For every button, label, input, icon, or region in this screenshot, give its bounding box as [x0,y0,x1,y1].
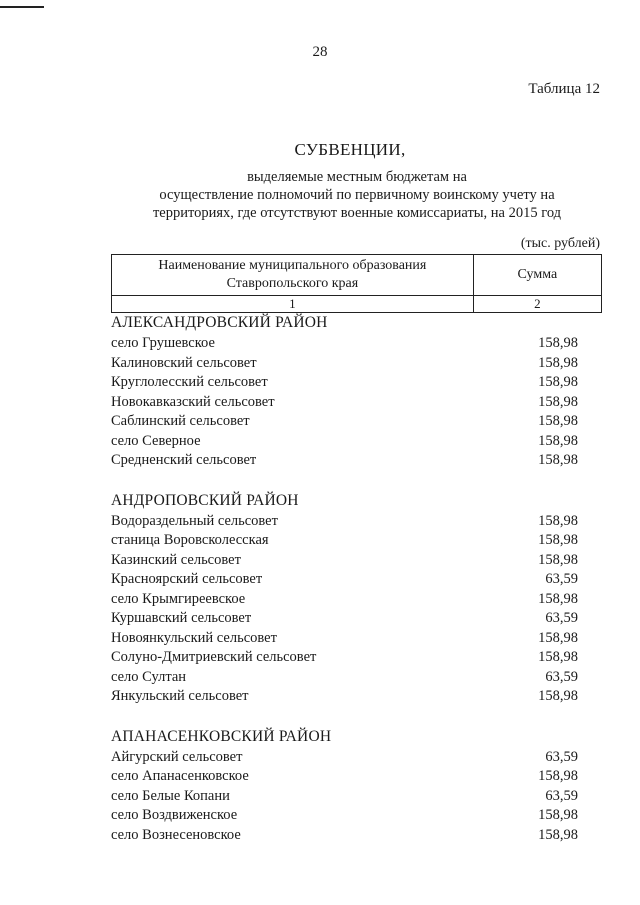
table-row [111,432,604,452]
column-header-name-line1: Наименование муниципального образования [158,258,427,273]
table-row [111,354,604,374]
row-name: Айгурский сельсовет [111,748,243,765]
corner-mark [0,6,44,8]
table-header [111,254,602,313]
row-amount: 158,98 [538,807,578,823]
section-gap [111,471,604,491]
row-name: село Вознесеновское [111,826,241,843]
row-name: село Северное [111,432,201,449]
column-number-2: 2 [473,296,601,313]
row-name: Солуно-Дмитриевский сельсовет [111,649,317,665]
row-amount: 158,98 [538,649,578,665]
subtitle-line: территориях, где отсутствуют военные комиссариаты, на 2015 год [152,205,562,221]
row-amount: 158,98 [538,590,578,607]
table-row [111,451,604,471]
table-row [111,570,604,590]
row-name: Куршавский сельсовет [111,610,252,626]
table-row [111,412,604,432]
subtitle-line: осуществление полномочий по первичному воинскому учету на [159,187,555,203]
table-row [111,629,604,649]
row-name: Красноярский сельсовет [111,571,263,587]
row-name: Янкульский сельсовет [111,688,249,704]
district-heading: АНДРОПОВСКИЙ РАЙОН [111,491,299,509]
table-row [111,806,604,826]
document-subtitle [0,168,640,222]
table-row [111,373,604,393]
row-name: село Апанасенковское [111,768,249,784]
column-number-1: 1 [112,296,474,313]
row-amount: 63,59 [545,571,578,587]
row-amount: 63,59 [545,748,578,765]
row-name: Казинский сельсовет [111,551,241,568]
row-amount: 63,59 [545,668,578,685]
row-name: Новоянкульский сельсовет [111,629,277,646]
row-name: Калиновский сельсовет [111,354,257,371]
row-amount: 63,59 [545,787,578,804]
table-row [111,590,604,610]
table-row [111,531,604,551]
row-amount: 158,98 [538,452,578,468]
row-amount: 158,98 [538,354,578,371]
table-row [111,767,604,787]
row-name: село Грушевское [111,335,215,351]
table-row [111,668,604,688]
district-heading: АПАНАСЕНКОВСКИЙ РАЙОН [111,727,332,745]
subtitle-line: выделяемые местным бюджетам на [247,169,467,185]
table-row [111,609,604,629]
column-header-name [112,255,474,296]
section-gap [111,707,604,727]
row-amount: 158,98 [538,532,578,548]
table-row [111,393,604,413]
table-body [111,313,604,845]
table-row [111,787,604,807]
table-row [111,826,604,846]
table-row [111,748,604,768]
table-label: Таблица 12 [528,81,600,97]
row-amount: 158,98 [538,374,578,390]
row-name: село Воздвиженское [111,807,238,823]
row-amount: 158,98 [538,335,578,351]
row-amount: 158,98 [538,629,578,646]
table-row [111,551,604,571]
row-name: станица Воровсколесская [111,532,269,548]
row-amount: 158,98 [538,551,578,568]
row-name: Круглолесский сельсовет [111,374,268,390]
row-amount: 158,98 [538,432,578,449]
row-name: село Белые Копани [111,787,230,804]
row-amount: 158,98 [538,512,578,529]
document-title: СУБВЕНЦИИ, [294,140,406,159]
row-amount: 158,98 [538,413,578,429]
row-name: село Крымгиреевское [111,590,246,607]
row-name: Водораздельный сельсовет [111,512,278,529]
table-row [111,648,604,668]
units-label: (тыс. рублей) [520,236,600,251]
row-amount: 158,98 [538,393,578,410]
table-row [111,334,604,354]
district-heading: АЛЕКСАНДРОВСКИЙ РАЙОН [111,314,328,331]
row-name: Саблинский сельсовет [111,413,250,429]
row-name: Новокавказский сельсовет [111,393,275,410]
column-header-name-line2: Ставропольского края [226,276,359,291]
row-amount: 158,98 [538,688,578,704]
column-header-sum: Сумма [473,255,601,296]
page-number: 28 [312,44,328,60]
row-amount: 63,59 [545,610,578,626]
row-name: Средненский сельсовет [111,452,257,468]
row-name: село Султан [111,668,187,685]
table-row [111,512,604,532]
table-row [111,687,604,707]
row-amount: 158,98 [538,768,578,784]
row-amount: 158,98 [538,826,578,843]
